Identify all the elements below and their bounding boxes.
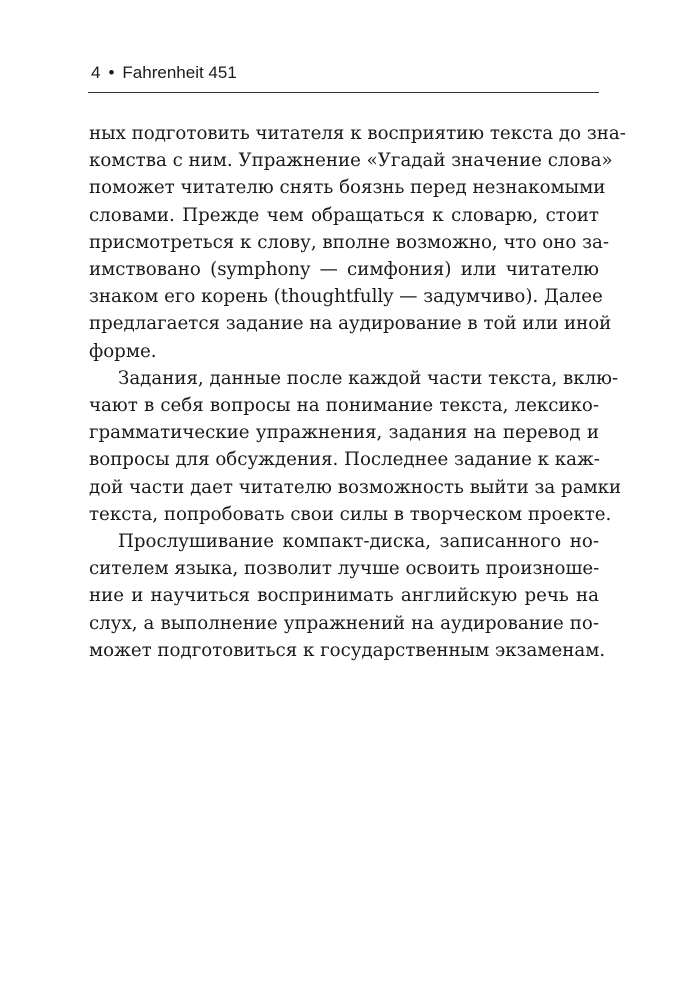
book-title: Fahrenheit 451: [122, 63, 237, 82]
paragraph-3: [89, 528, 606, 664]
text-line: знаком его корень (thoughtfully — задумчиво). Далее: [89, 286, 603, 308]
paragraph-2: [89, 365, 622, 528]
text-line: словами. Прежде чем обращаться к словарю, стоит: [89, 204, 599, 226]
text-line: грамматические упражнения, задания на перевод и: [89, 422, 599, 444]
body-text: [89, 120, 626, 664]
text-line: вопросы для обсуждения. Последнее задание к каж-: [89, 449, 600, 471]
text-line: чают в себя вопросы на понимание текста, лексико-: [89, 395, 599, 417]
text-line: ных подготовить читателя к восприятию текста до зна-: [89, 123, 626, 144]
text-line: форме.: [89, 340, 157, 362]
header-separator: •: [108, 63, 115, 82]
text-line: может подготовиться к государственным экзаменам.: [89, 639, 606, 661]
text-line: ние и научиться воспринимать английскую речь на: [89, 585, 599, 607]
text-line: поможет читателю снять боязнь перед незнакомыми: [89, 177, 606, 199]
text-line: комства с ним. Упражнение «Угадай значение слова»: [89, 150, 613, 172]
text-line: присмотреться к слову, вполне возможно, что оно за-: [89, 231, 610, 253]
text-line: Прослушивание компакт-диска, записанного но-: [118, 531, 599, 553]
paragraph-1: [89, 120, 626, 365]
running-head: [91, 62, 237, 84]
page-number: 4: [91, 63, 101, 82]
text-line: сителем языка, позволит лучше освоить произноше-: [89, 558, 600, 580]
text-line: Задания, данные после каждой части текста, вклю-: [118, 367, 619, 389]
text-line: текста, попробовать свои силы в творческом проекте.: [89, 503, 612, 525]
text-line: слух, а выполнение упражнений на аудирование по-: [89, 612, 599, 634]
text-line: дой части дает читателю возможность выйти за рамки: [89, 476, 622, 498]
text-line: предлагается задание на аудирование в той или иной: [89, 313, 612, 335]
header-rule: [88, 92, 599, 93]
text-line: имствовано (symphony — симфония) или читателю: [89, 259, 599, 281]
